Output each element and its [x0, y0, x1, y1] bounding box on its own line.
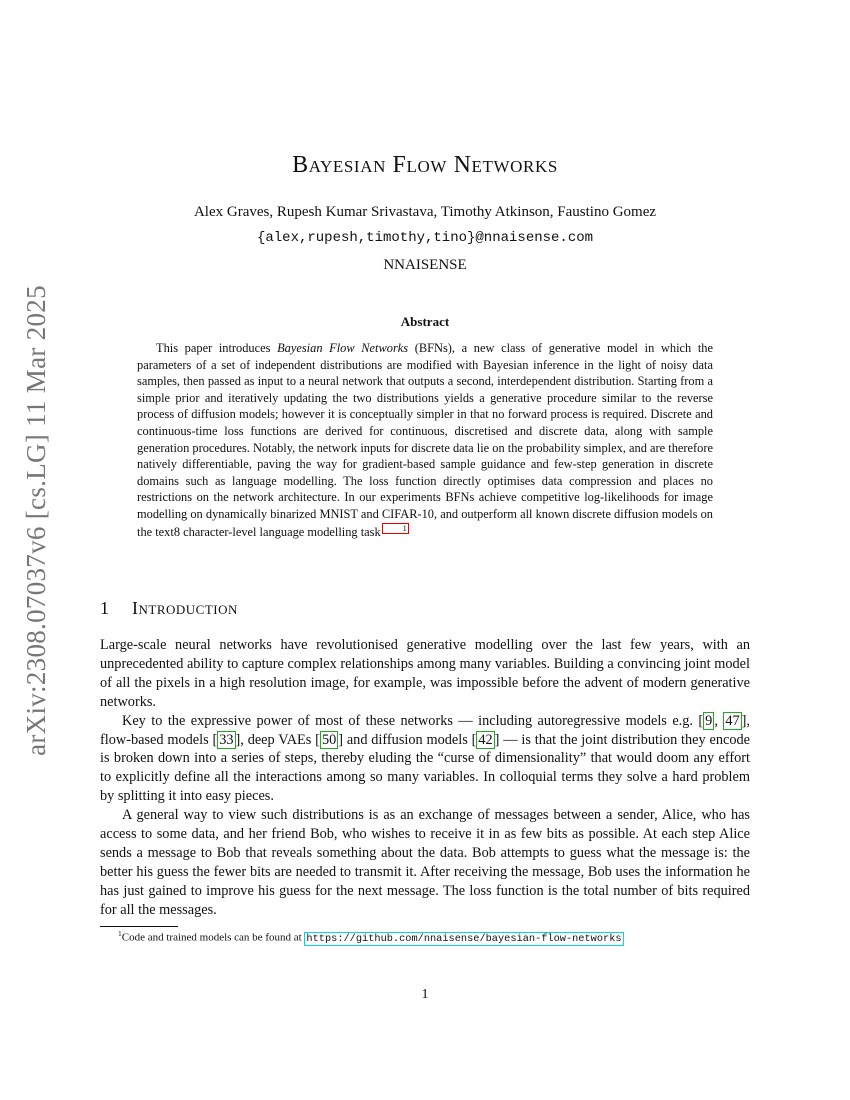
- arxiv-identifier-stamp: [16, 284, 56, 756]
- page-number: 1: [421, 987, 429, 1002]
- abstract-heading: Abstract: [400, 314, 450, 329]
- section-title: Introduction: [132, 598, 238, 618]
- citation-link-50[interactable]: 50: [321, 731, 337, 748]
- footnote-mark: 1: [118, 929, 122, 938]
- citation-link-42[interactable]: 42: [478, 731, 493, 748]
- section-heading-introduction: [100, 598, 238, 619]
- citation-link-33[interactable]: 33: [219, 731, 234, 748]
- footnote: [100, 929, 624, 945]
- paragraph-2-text-b: ], flow-based models [: [100, 712, 750, 748]
- footnote-divider: [100, 926, 178, 927]
- affiliation: NNAISENSE: [383, 257, 467, 273]
- paragraph-2-text-c: ], deep VAEs [: [235, 731, 320, 748]
- code-repository-link[interactable]: https://github.com/nnaisense/bayesian-flow-networks: [306, 932, 622, 945]
- introduction-body: [100, 636, 750, 920]
- abstract-text: (BFNs), a new class of generative model in which the parameters of a set of independent distributions are modified with Bayesian inference in the light of noisy data samples, then passed as input to a neural network that outputs a second, interdependent distribution. Starting from a simple prior and iteratively updating the two distributions yields a generative procedure similar to the reverse process of diffusion models; however it is conceptually simpler in that no forward process is required. Discrete and continuous-time loss functions are derived for continuous, discretised and discrete data, along with sample generation procedures. Notably, the network inputs for discrete data lie on the probability simplex, and are therefore natively differentiable, paving the way for gradient-based sample guidance and few-step generation in discrete domains such as language modelling. The loss function directly optimises data compression and places no restrictions on the network architecture. In our experiments BFNs achieve competitive log-likelihoods for image modelling on dynamically binarized MNIST and CIFAR-10, and outperform all known discrete diffusion models on the text8 character-level language modelling task: [137, 341, 713, 539]
- footnote-text: Code and trained models can be found at: [121, 931, 305, 944]
- arxiv-identifier-text: arXiv:2308.07037v6 [cs.LG] 11 Mar 2025: [20, 284, 51, 756]
- abstract-bfn-term: Bayesian Flow Networks: [277, 341, 409, 355]
- paragraph-2-text-a: Key to the expressive power of most of these networks — including autoregressive models e.g. [: [122, 712, 704, 729]
- paragraph-2: [100, 712, 750, 807]
- citation-link-47[interactable]: 47: [725, 712, 740, 729]
- footnote-ref-link[interactable]: 1: [382, 523, 409, 534]
- citation-separator: ,: [714, 712, 724, 729]
- author-list: Alex Graves, Rupesh Kumar Srivastava, Timothy Atkinson, Faustino Gomez: [193, 204, 657, 220]
- citation-link-9[interactable]: 9: [705, 712, 713, 729]
- paragraph-3: A general way to view such distributions is as an exchange of messages between a sender, Alice, who has access to some data, and her friend Bob, who wishes to receive it in as few bits as possible. At each step Alice sends a message to Bob that reveals something about the data. Bob attempts to guess what the message is: the better his guess the fewer bits are needed to transmit it. After receiving the message, Bob uses the information he has just gained to improve his guess for the next message. The loss function is the total number of bits required for all the messages.: [100, 807, 750, 918]
- author-emails: {alex,rupesh,timothy,tino}@nnaisense.com: [256, 230, 594, 246]
- paragraph-2-text-e: ] — is that the joint distribution they encode is broken down into a series of steps, thereby eluding the “curse of dimensionality” that would doom any effort to explicitly define all the interactions among so many variables. In colloquial terms they solve a hard problem by splitting it into easy pieces.: [100, 731, 750, 805]
- abstract-body: [137, 340, 713, 540]
- paragraph-2-text-d: ] and diffusion models [: [338, 731, 477, 748]
- abstract-lead: This paper introduces: [156, 341, 278, 355]
- section-number: 1: [100, 598, 109, 618]
- paper-title: Bayesian Flow Networks: [292, 152, 558, 178]
- paragraph-1: Large-scale neural networks have revolutionised generative modelling over the last few years, with an unprecedented ability to capture complex relationships among many variables. Building a convincing joint model of all the pixels in a high resolution image, for example, was impossible before the advent of modern generative networks.: [100, 637, 750, 710]
